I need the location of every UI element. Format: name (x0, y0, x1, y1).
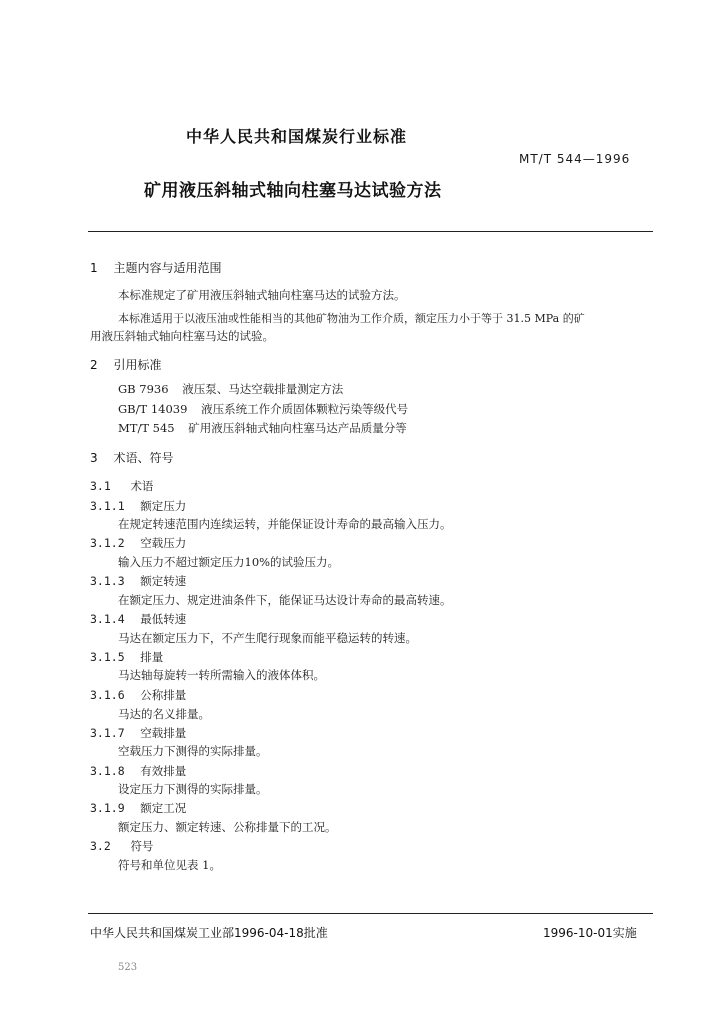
subsection-3-1 (90, 478, 153, 494)
term-heading (90, 763, 186, 779)
term-definition: 输入压力不超过额定压力10%的试验压力。 (118, 555, 340, 569)
ref-code: GB/T 14039 (118, 402, 188, 416)
term-number: 3.1.4 (90, 612, 125, 626)
term-definition: 马达轴每旋转一转所需输入的液体体积。 (118, 668, 325, 682)
section-1-title: 主题内容与适用范围 (113, 261, 222, 275)
section-1-heading (90, 259, 221, 276)
term-name: 公称排量 (140, 688, 187, 702)
section-3-heading (90, 449, 173, 466)
term-heading (90, 498, 186, 514)
page-number: 523 (118, 962, 138, 973)
term-name: 空载压力 (140, 536, 187, 550)
term-number: 3.1.1 (90, 499, 125, 513)
section-2-title: 引用标准 (113, 358, 162, 372)
term-name: 额定转速 (140, 574, 187, 588)
term-definition: 空载压力下测得的实际排量。 (118, 744, 268, 758)
term-number: 3.1.3 (90, 574, 125, 588)
section-3-number: 3 (90, 451, 98, 465)
header-divider (88, 231, 653, 232)
subsection-3-2-text: 符号和单位见表 1。 (118, 858, 221, 872)
term-number: 3.1.5 (90, 650, 125, 664)
term-definition: 马达的名义排量。 (118, 707, 210, 721)
term-heading (90, 687, 186, 703)
ref-item (118, 420, 407, 436)
term-name: 排量 (140, 650, 164, 664)
footer-divider (88, 913, 653, 914)
term-name: 空载排量 (140, 726, 187, 740)
ref-title: 矿用液压斜轴式轴向柱塞马达产品质量分等 (188, 421, 407, 435)
term-heading (90, 800, 186, 816)
section-1-para-2b: 用液压斜轴式轴向柱塞马达的试验。 (90, 329, 274, 343)
term-number: 3.1.9 (90, 801, 125, 815)
ref-title: 液压泵、马达空载排量测定方法 (182, 382, 344, 396)
standard-code: MT/T 544—1996 (519, 152, 631, 166)
term-heading (90, 611, 186, 627)
term-definition: 马达在额定压力下，不产生爬行现象而能平稳运转的转速。 (118, 631, 417, 645)
ref-code: GB 7936 (118, 382, 169, 396)
term-number: 3.1.8 (90, 764, 125, 778)
term-definition: 设定压力下测得的实际排量。 (118, 782, 268, 796)
term-heading (90, 649, 163, 665)
section-2-heading (90, 356, 161, 373)
term-definition: 在规定转速范围内连续运转，并能保证设计寿命的最高输入压力。 (118, 517, 452, 531)
term-heading (90, 573, 186, 589)
term-definition: 在额定压力、规定进油条件下，能保证马达设计寿命的最高转速。 (118, 593, 452, 607)
term-name: 有效排量 (140, 764, 187, 778)
section-1-number: 1 (90, 261, 98, 275)
term-heading (90, 535, 186, 551)
section-2-number: 2 (90, 358, 98, 372)
subsection-number: 3.1 (90, 479, 111, 493)
approval-line: 中华人民共和国煤炭工业部1996-04-18批准 (90, 926, 328, 940)
subsection-3-2 (90, 838, 153, 854)
term-name: 额定压力 (140, 499, 187, 513)
section-1-para-2a: 本标准适用于以液压油或性能相当的其他矿物油为工作介质，额定压力小于等于 31.5 MPa 的矿 (118, 312, 585, 325)
document-title: 矿用液压斜轴式轴向柱塞马达试验方法 (144, 181, 442, 201)
ref-title: 液压系统工作介质固体颗粒污染等级代号 (201, 402, 409, 416)
implementation-date: 1996-10-01实施 (543, 926, 637, 940)
issuing-org: 中华人民共和国煤炭行业标准 (186, 127, 408, 146)
ref-code: MT/T 545 (118, 421, 175, 435)
term-definition: 额定压力、额定转速、公称排量下的工况。 (118, 820, 337, 834)
term-number: 3.1.6 (90, 688, 125, 702)
subsection-number: 3.2 (90, 839, 111, 853)
ref-item (118, 401, 408, 417)
term-number: 3.1.2 (90, 536, 125, 550)
term-heading (90, 725, 186, 741)
ref-item (118, 381, 343, 397)
term-number: 3.1.7 (90, 726, 125, 740)
section-1-para-1: 本标准规定了矿用液压斜轴式轴向柱塞马达的试验方法。 (118, 288, 406, 302)
section-3-title: 术语、符号 (113, 451, 174, 465)
subsection-title: 术语 (130, 479, 154, 493)
term-name: 最低转速 (140, 612, 187, 626)
term-name: 额定工况 (140, 801, 187, 815)
subsection-title: 符号 (130, 839, 154, 853)
